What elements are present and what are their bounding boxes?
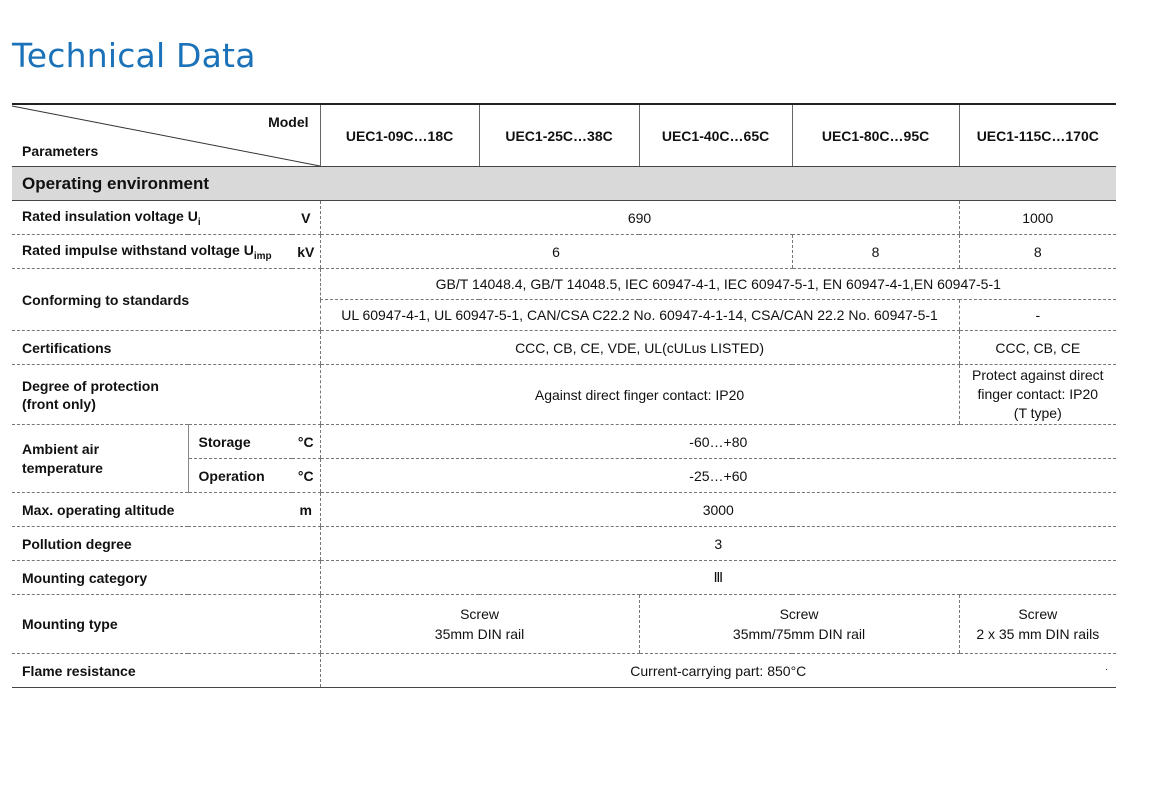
table-row [12, 654, 1116, 688]
technical-data-table [12, 103, 1116, 688]
table-row [12, 365, 1116, 425]
value-cell: CCC, CB, CE, VDE, UL(cULus LISTED) [320, 331, 959, 365]
sub-label-operation: Operation [188, 459, 292, 493]
value-cell: 1000 [959, 201, 1116, 235]
model-label: Model [268, 114, 309, 130]
table-row [12, 527, 1116, 561]
table-row [12, 425, 1116, 459]
value-cell: Current-carrying part: 850°C . [320, 654, 1116, 688]
table-row [12, 201, 1116, 235]
row-label: Rated insulation voltage $U_i$ [12, 201, 292, 235]
row-label: Ambient air temperature [12, 425, 188, 493]
value-cell: Protect against direct finger contact: IP20 (T type) [959, 365, 1116, 425]
model-header-5: UEC1-115C…170C [959, 104, 1116, 167]
row-label: Flame resistance [12, 654, 320, 688]
value-cell: -60…+80 [320, 425, 1116, 459]
value-cell: Ⅲ [320, 561, 1116, 595]
value-cell: 6 [320, 235, 792, 269]
value-cell: Screw 2 x 35 mm DIN rails [959, 595, 1116, 654]
value-cell: GB/T 14048.4, GB/T 14048.5, IEC 60947-4-1, IEC 60947-5-1, EN 60947-4-1,EN 60947-5-1 [320, 269, 1116, 300]
table-header-row [12, 104, 1116, 167]
row-label: Rated impulse withstand voltage $U_{imp}$ [12, 235, 292, 269]
row-unit: m [292, 493, 320, 527]
value-cell: 8 [792, 235, 959, 269]
value-cell: CCC, CB, CE [959, 331, 1116, 365]
value-cell: - [959, 300, 1116, 331]
row-label: Mounting category [12, 561, 320, 595]
section-row [12, 167, 1116, 201]
table-row [12, 561, 1116, 595]
value-cell: Screw 35mm DIN rail [320, 595, 639, 654]
section-title: Operating environment [12, 167, 1116, 201]
row-unit: V [292, 201, 320, 235]
value-cell: UL 60947-4-1, UL 60947-5-1, CAN/CSA C22.2 No. 60947-4-1-14, CSA/CAN 22.2 No. 60947-5-1 [320, 300, 959, 331]
row-label: Conforming to standards [12, 269, 320, 331]
value-cell: Screw 35mm/75mm DIN rail [639, 595, 959, 654]
row-label: Certifications [12, 331, 320, 365]
row-label: Pollution degree [12, 527, 320, 561]
table-row [12, 235, 1116, 269]
value-cell: 3000 [320, 493, 1116, 527]
header-corner-cell [12, 104, 320, 167]
model-header-2: UEC1-25C…38C [479, 104, 639, 167]
value-cell: 8 [959, 235, 1116, 269]
model-header-4: UEC1-80C…95C [792, 104, 959, 167]
value-cell: -25…+60 [320, 459, 1116, 493]
table-row [12, 269, 1116, 300]
table-row [12, 331, 1116, 365]
value-cell: 3 [320, 527, 1116, 561]
page-title: Technical Data [12, 36, 256, 75]
row-label: Mounting type [12, 595, 320, 654]
row-unit: °C [292, 425, 320, 459]
model-header-3: UEC1-40C…65C [639, 104, 792, 167]
sub-label-storage: Storage [188, 425, 292, 459]
row-unit: kV [292, 235, 320, 269]
table-row [12, 493, 1116, 527]
model-header-1: UEC1-09C…18C [320, 104, 479, 167]
value-cell: 690 [320, 201, 959, 235]
trailing-mark: . [1105, 662, 1109, 673]
parameters-label: Parameters [22, 143, 99, 159]
table-row [12, 595, 1116, 654]
row-label: Max. operating altitude [12, 493, 292, 527]
value-cell: Against direct finger contact: IP20 [320, 365, 959, 425]
row-label: Degree of protection (front only) [12, 365, 320, 425]
row-unit: °C [292, 459, 320, 493]
